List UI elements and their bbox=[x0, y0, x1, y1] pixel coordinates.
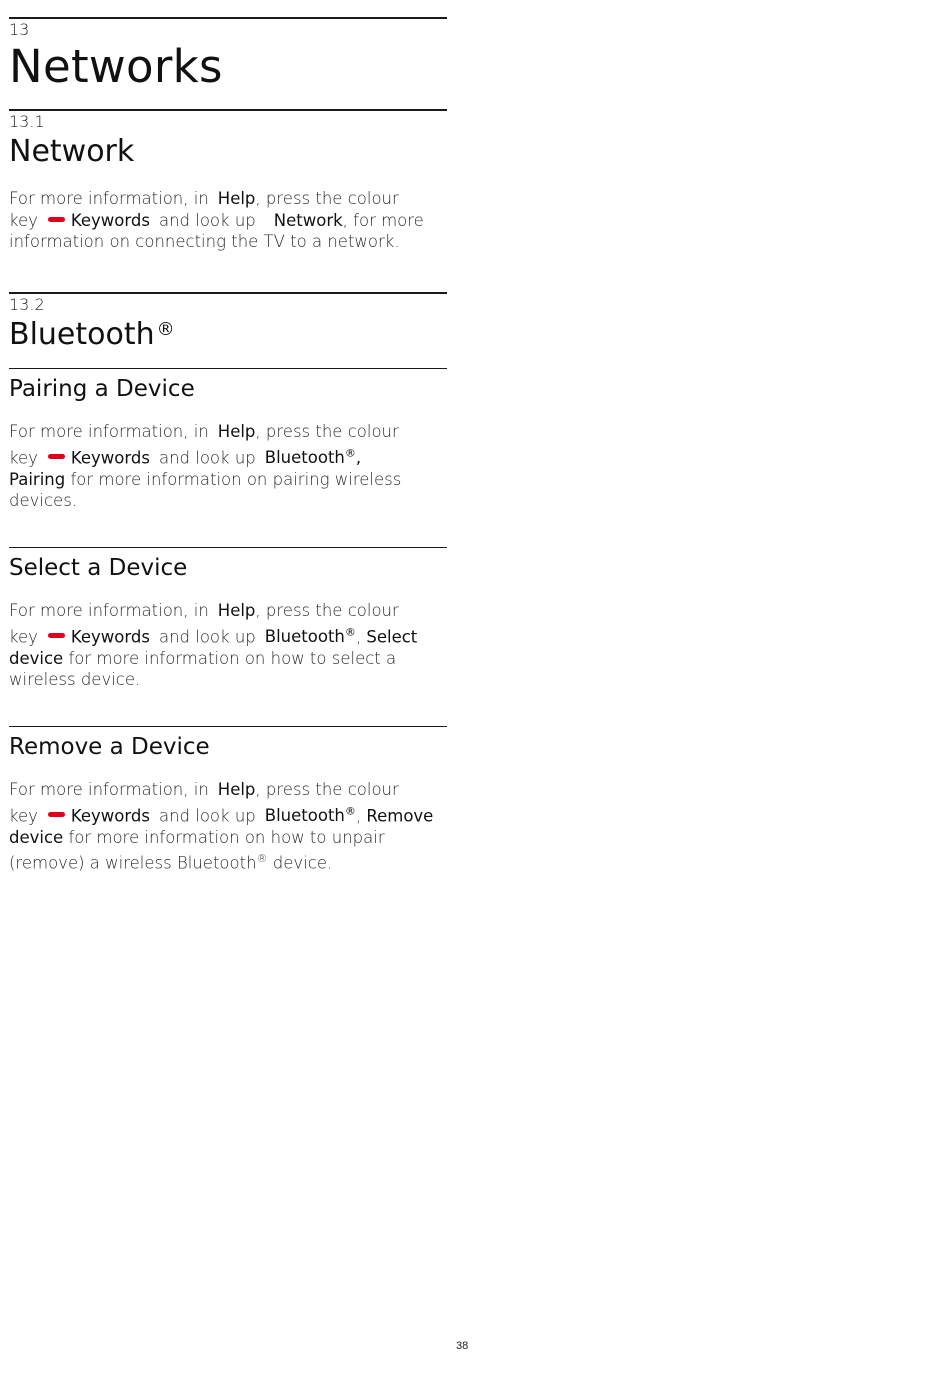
bluetooth-topic-link[interactable]: Bluetooth®, bbox=[264, 446, 362, 468]
chapter-divider bbox=[9, 17, 447, 19]
subsection-title: Remove a Device bbox=[9, 734, 210, 760]
keywords-link[interactable]: Keywords bbox=[70, 210, 150, 230]
red-colour-key-icon bbox=[48, 454, 65, 459]
chapter-title: Networks bbox=[9, 40, 223, 93]
pairing-paragraph: For more information, in Help, press the colour key Keywords and look up Bluetooth®, Pairing for more information on pairing wireless devices. bbox=[9, 422, 402, 511]
red-colour-key-icon bbox=[48, 633, 65, 638]
section-number: 13.2 bbox=[9, 295, 45, 314]
network-paragraph: For more information, in Help, press the colour key Keywords and look up Network, for more information on connecting the TV to a network. bbox=[9, 189, 424, 252]
select-device-topic-link-cont[interactable]: device bbox=[9, 648, 64, 668]
pairing-topic-link[interactable]: Pairing bbox=[9, 469, 66, 489]
section-divider bbox=[9, 292, 447, 294]
subsection-title: Pairing a Device bbox=[9, 376, 195, 402]
subsection-divider bbox=[9, 726, 447, 727]
subsection-divider bbox=[9, 368, 447, 369]
subsection-divider bbox=[9, 547, 447, 548]
section-number: 13.1 bbox=[9, 112, 45, 131]
keywords-link[interactable]: Keywords bbox=[70, 627, 150, 647]
section-title: Network bbox=[9, 134, 135, 169]
remove-paragraph: For more information, in Help, press the colour key Keywords and look up Bluetooth®, Remove device for more information on how to unpair (remove) a wireless Bluetooth® device. bbox=[9, 780, 434, 873]
select-device-topic-link[interactable]: Select bbox=[366, 627, 418, 647]
red-colour-key-icon bbox=[48, 812, 65, 817]
bluetooth-topic-link[interactable]: Bluetooth® bbox=[264, 625, 356, 647]
help-link[interactable]: Help bbox=[217, 601, 256, 620]
chapter-number: 13 bbox=[9, 20, 30, 39]
section-title: Bluetooth ® bbox=[9, 317, 175, 352]
page-number: 38 bbox=[456, 1340, 469, 1352]
red-colour-key-icon bbox=[48, 217, 65, 222]
select-paragraph: For more information, in Help, press the colour key Keywords and look up Bluetooth®, Select device for more information on how to select a wireless device. bbox=[9, 601, 418, 690]
help-link[interactable]: Help bbox=[217, 422, 256, 441]
remove-device-topic-link[interactable]: Remove bbox=[366, 806, 434, 826]
network-topic-link[interactable]: Network bbox=[273, 210, 343, 230]
keywords-link[interactable]: Keywords bbox=[70, 806, 150, 826]
keywords-link[interactable]: Keywords bbox=[70, 448, 150, 468]
subsection-title: Select a Device bbox=[9, 555, 188, 581]
section-divider bbox=[9, 109, 447, 111]
help-link[interactable]: Help bbox=[217, 780, 256, 799]
help-link[interactable]: Help bbox=[217, 189, 256, 208]
remove-device-topic-link-cont[interactable]: device bbox=[9, 827, 64, 847]
bluetooth-topic-link[interactable]: Bluetooth® bbox=[264, 804, 356, 826]
